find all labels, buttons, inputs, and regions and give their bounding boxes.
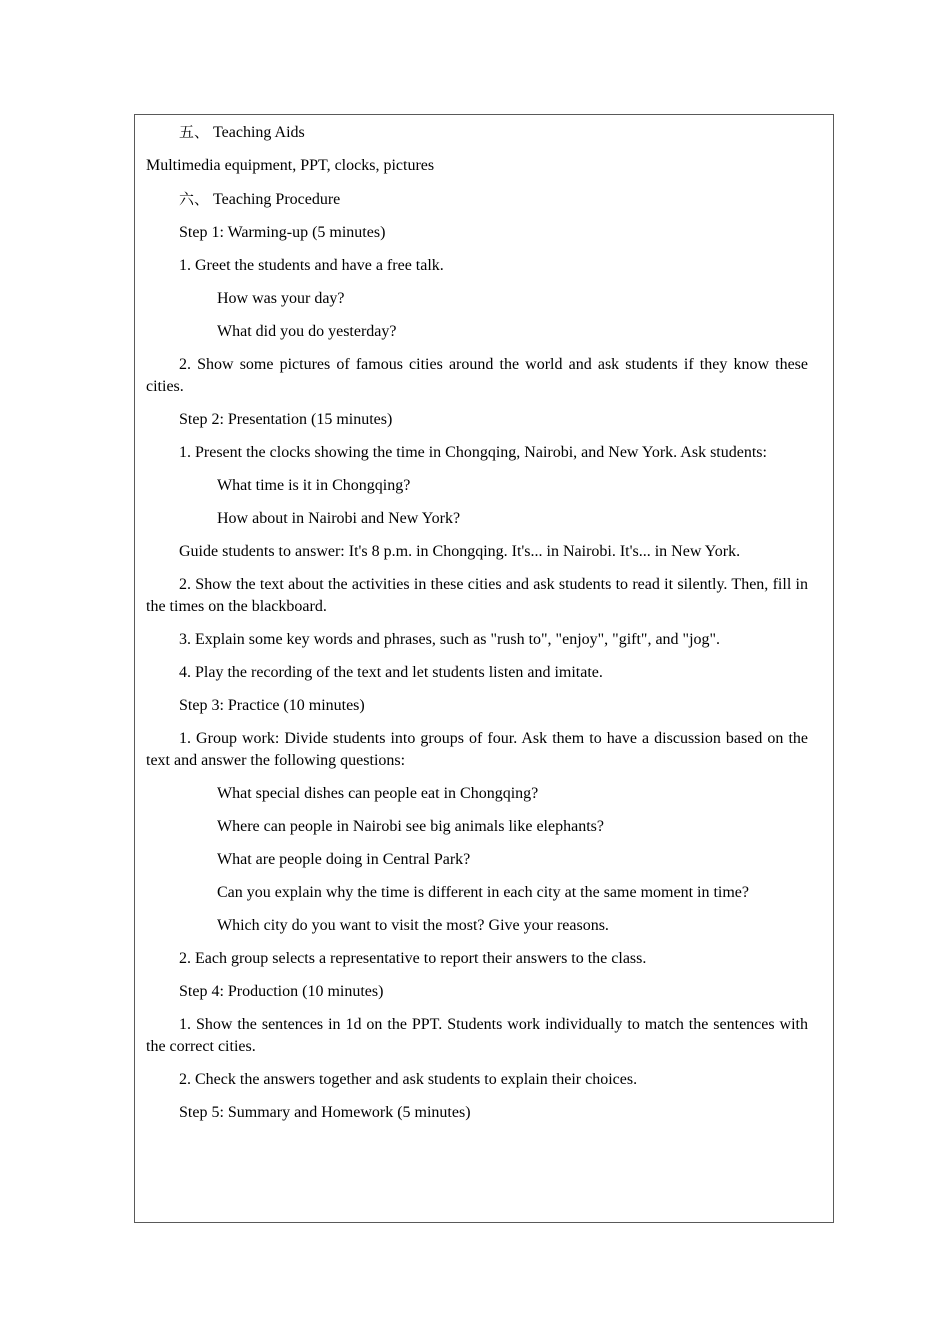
section-number-cjk: 五、 bbox=[179, 123, 210, 141]
paragraph: Step 3: Practice (10 minutes) bbox=[179, 697, 365, 714]
paragraph: 2. Show some pictures of famous cities around the world and ask students if they know these cities. bbox=[146, 356, 808, 395]
paragraph: Where can people in Nairobi see big animals like elephants? bbox=[217, 818, 604, 835]
paragraph: Can you explain why the time is different in each city at the same moment in time? bbox=[217, 884, 749, 901]
lesson-plan-table-frame bbox=[134, 114, 834, 1223]
paragraph: 4. Play the recording of the text and let students listen and imitate. bbox=[179, 664, 603, 681]
lesson-plan-body bbox=[146, 121, 808, 1124]
paragraph: 1. Greet the students and have a free talk. bbox=[179, 257, 444, 274]
paragraph: 2. Show the text about the activities in these cities and ask students to read it silently. Then, fill in the times on the blackboard. bbox=[146, 576, 808, 615]
paragraph: 1. Group work: Divide students into groups of four. Ask them to have a discussion based on the text and answer the following questions: bbox=[146, 730, 808, 769]
paragraph: What special dishes can people eat in Chongqing? bbox=[217, 785, 539, 802]
paragraph: Guide students to answer: It's 8 p.m. in Chongqing. It's... in Nairobi. It's... in New York. bbox=[179, 543, 741, 560]
paragraph: What did you do yesterday? bbox=[217, 323, 397, 340]
paragraph: 六、 Teaching Procedure bbox=[179, 190, 341, 208]
paragraph: Which city do you want to visit the most? Give your reasons. bbox=[217, 917, 609, 934]
paragraph: Step 2: Presentation (15 minutes) bbox=[179, 411, 393, 428]
paragraph: Step 5: Summary and Homework (5 minutes) bbox=[179, 1104, 471, 1121]
paragraph: 1. Show the sentences in 1d on the PPT. Students work individually to match the sentences with the correct cities. bbox=[146, 1016, 808, 1055]
paragraph: 3. Explain some key words and phrases, such as "rush to", "enjoy", "gift", and "jog". bbox=[179, 631, 721, 648]
paragraph: 2. Each group selects a representative to report their answers to the class. bbox=[179, 950, 647, 967]
paragraph: 2. Check the answers together and ask students to explain their choices. bbox=[179, 1071, 638, 1088]
section-number-cjk: 六、 bbox=[179, 190, 210, 208]
paragraph: What time is it in Chongqing? bbox=[217, 477, 411, 494]
paragraph: Step 1: Warming-up (5 minutes) bbox=[179, 224, 386, 241]
paragraph: How was your day? bbox=[217, 290, 345, 307]
paragraph: Step 4: Production (10 minutes) bbox=[179, 983, 384, 1000]
paragraph: How about in Nairobi and New York? bbox=[217, 510, 461, 527]
paragraph: 1. Present the clocks showing the time in Chongqing, Nairobi, and New York. Ask students: bbox=[179, 444, 767, 461]
paragraph: Multimedia equipment, PPT, clocks, pictures bbox=[146, 157, 435, 174]
paragraph: 五、 Teaching Aids bbox=[179, 123, 305, 141]
paragraph: What are people doing in Central Park? bbox=[217, 851, 471, 868]
